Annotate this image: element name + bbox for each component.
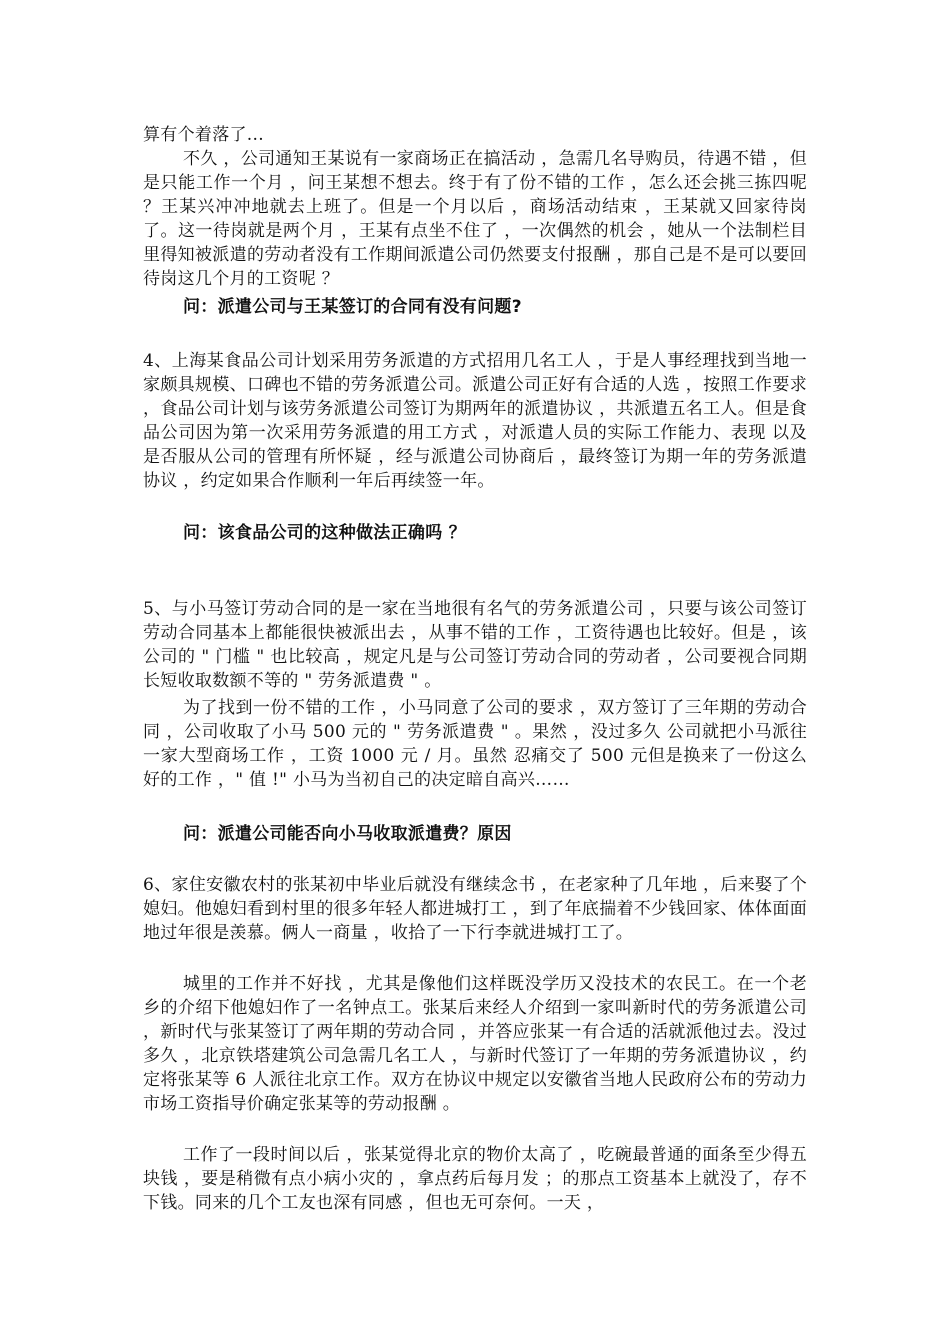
paragraph-continuation: 算有个着落了... bbox=[143, 125, 264, 145]
question-case4: 问：该食品公司的这种做法正确吗 ？ bbox=[183, 523, 467, 543]
paragraph-case6-work: 城里的工作并不好找 ，尤其是像他们这样既没学历又没技术的农民工。在一个老乡的介绍下他媳妇作了一名钟点工。张某后来经人介绍到一家叫新时代的劳务派遣公司 ，新时代与张某签订了两年期的劳动合同 ，并答应张某一有合适的活就派他过去。没过多久 ，北京铁塔建筑公司急需几名工人 ，与新时代签订了一年期的劳务派遣协议 ，约定将张某等 6 人派往北京工作。双方在协议中规定以安徽省当地人民政府公布的劳动力市场工资指导价确定张某等的劳动报酬 。 bbox=[143, 974, 807, 1114]
paragraph-case6-intro: 6、家住安徽农村的张某初中毕业后就没有继续念书 ，在老家种了几年地 ，后来娶了个媳妇。他媳妇看到村里的很多年轻人都进城打工 ，到了年底揣着不少钱回家、体体面面地过年很是羡慕。俩人一商量 ，收拾了一下行李就进城打工了。 bbox=[143, 875, 807, 943]
paragraph-case5-intro: 5、与小马签订劳动合同的是一家在当地很有名气的劳务派遣公司 ，只要与该公司签订劳动合同基本上都能很快被派出去 ，从事不错的工作 ，工资待遇也比较好。但是 ，该公司的 " 门槛 " 也比较高 ，规定凡是与公司签订劳动合同的劳动者 ，公司要视合同期长短收取数额不等的 " 劳务派遣费 " 。 bbox=[143, 599, 807, 691]
question-case5: 问：派遣公司能否向小马收取派遣费？原因 bbox=[183, 824, 512, 844]
paragraph-case4: 4、上海某食品公司计划采用劳务派遣的方式招用几名工人 ，于是人事经理找到当地一家颇具规模、口碑也不错的劳务派遣公司。派遣公司正好有合适的人选 ，按照工作要求 ，食品公司计划与该劳务派遣公司签订为期两年的派遣协议 ，共派遣五名工人。但是食品公司因为第一次采用劳务派遣的用工方式 ，对派遣人员的实际工作能力、表现 以及是否服从公司的管理有所怀疑 ，经与派遣公司协商后 ，最终签订为期一年的劳务派遣协议 ，约定如果合作顺利一年后再续签一年。 bbox=[143, 351, 807, 491]
paragraph-case5-story: 为了找到一份不错的工作 ，小马同意了公司的要求 ，双方签订了三年期的劳动合同 ，公司收取了小马 500 元的 " 劳务派遣费 " 。果然 ，没过多久 公司就把小马派往一家大型商场工作 ，工资 1000 元 / 月。虽然 忍痛交了 500 元但是换来了一份这么好的工作 ，" 值 !" 小马为当初自己的决定暗自高兴…… bbox=[143, 698, 807, 790]
question-case3: 问：派遣公司与王某签订的合同有没有问题? bbox=[183, 297, 522, 317]
paragraph-case6-later: 工作了一段时间以后 ，张某觉得北京的物价太高了 ，吃碗最普通的面条至少得五块钱 ，要是稍微有点小病小灾的 ，拿点药后每月发 ；的那点工资基本上就没了，存不下钱。同来的几个工友也深有同感 ，但也无可奈何。一天 ， bbox=[143, 1145, 807, 1213]
paragraph-case3-story: 不久 ，公司通知王某说有一家商场正在搞活动 ，急需几名导购员，待遇不错 ，但是只能工作一个月 ，问王某想不想去。终于有了份不错的工作 ，怎么还会挑三拣四呢 ？王某兴冲冲地就去上班了。但是一个月以后 ，商场活动结束 ，王某就又回家待岗了。这一待岗就是两个月 ，王某有点坐不住了 ，一次偶然的机会 ，她从一个法制栏目里得知被派遣的劳动者没有工作期间派遣公司仍然要支付报酬 ，那自己是不是可以要回待岗这几个月的工资呢 ？ bbox=[143, 149, 807, 289]
